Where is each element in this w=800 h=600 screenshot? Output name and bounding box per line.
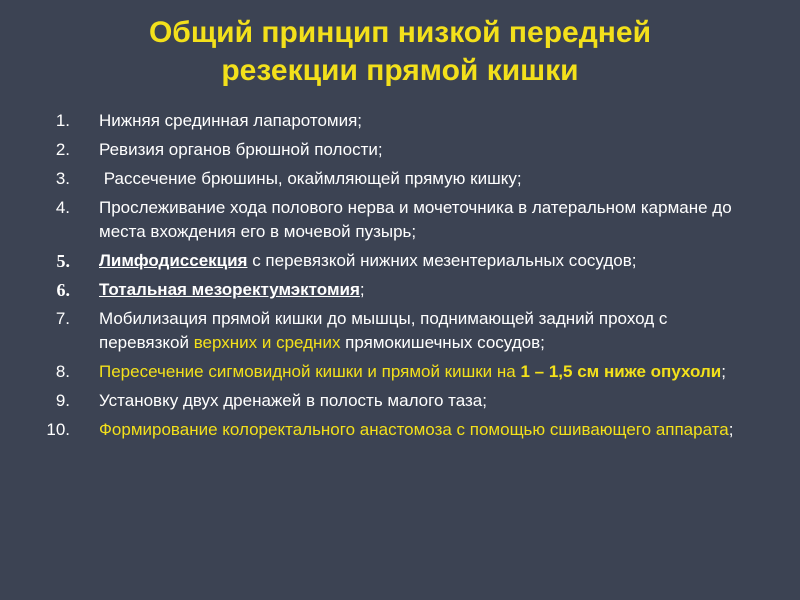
item-highlight-bold: 1 – 1,5 см ниже опухоли	[520, 362, 722, 381]
item-text: Мобилизация прямой кишки до мышцы, поднимающей задний проход с перевязкой	[99, 309, 668, 352]
item-number: 1.	[55, 111, 70, 130]
item-text: ;	[359, 280, 365, 299]
item-number: 2.	[55, 140, 70, 159]
item-emphasis: Тотальная мезоректумэктомия	[99, 280, 360, 299]
item-number: 4.	[55, 198, 70, 217]
item-number: 8.	[55, 362, 70, 381]
item-highlight: Формирование колоректального анастомоза с помощью сшивающего аппарата	[99, 420, 729, 439]
list-item	[0, 109, 800, 133]
item-text: с перевязкой нижних мезентериальных сосудов;	[247, 251, 637, 270]
list-item	[0, 360, 800, 384]
list-item	[0, 307, 800, 355]
item-number: 5.	[56, 251, 70, 271]
item-text: Прослеживание хода полового нерва и мочеточника в латеральном кармане до места вхождения его в мочевой пузырь;	[99, 198, 732, 241]
list-item	[0, 418, 800, 442]
item-number: 7.	[55, 309, 70, 328]
item-number: 3.	[55, 169, 70, 188]
slide-title	[0, 14, 800, 90]
title-line-1: Общий принцип низкой передней	[148, 16, 652, 49]
list-item	[0, 389, 800, 413]
item-highlight: верхних и средних	[193, 333, 341, 352]
item-number: 6.	[56, 280, 70, 300]
title-line-2: резекции прямой кишки	[221, 54, 579, 87]
list-item	[0, 196, 800, 244]
list-item	[0, 138, 800, 162]
item-text: Рассечение брюшины, окаймляющей прямую кишку;	[99, 169, 522, 188]
item-number: 10.	[46, 420, 70, 439]
item-text: ;	[728, 420, 734, 439]
list-item	[0, 167, 800, 191]
item-emphasis: Лимфодиссекция	[99, 251, 248, 270]
item-number: 9.	[55, 391, 70, 410]
steps-list	[0, 109, 800, 447]
item-text: прямокишечных сосудов;	[340, 333, 545, 352]
item-text: Ревизия органов брюшной полости;	[99, 140, 383, 159]
list-item	[0, 278, 800, 302]
item-text: Нижняя срединная лапаротомия;	[99, 111, 363, 130]
item-highlight: Пересечение сигмовидной кишки и прямой кишки на	[99, 362, 521, 381]
item-text: Установку двух дренажей в полость малого таза;	[99, 391, 487, 410]
item-text: ;	[721, 362, 726, 381]
list-item	[0, 249, 800, 273]
